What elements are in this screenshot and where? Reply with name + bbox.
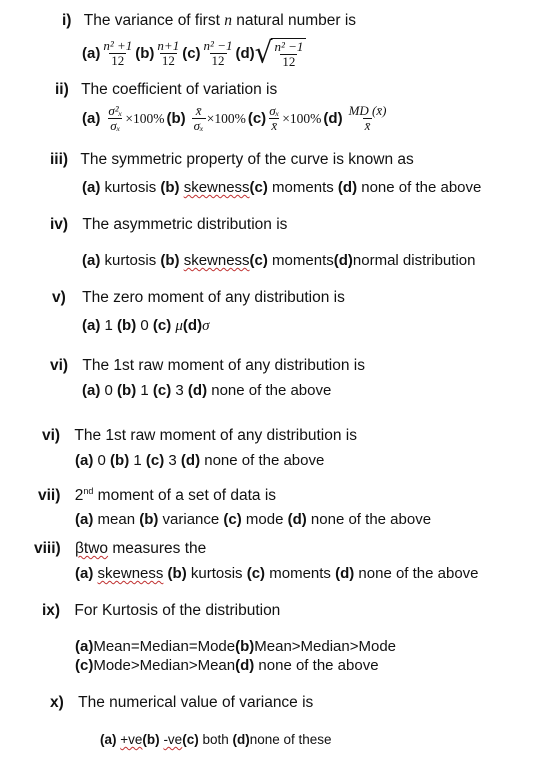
question-8-options: (a) mean (b) variance (c) mode (d) none of the above: [75, 511, 432, 528]
question-6-options: (a) 0 (b) 1 (c) 3 (d) none of the above: [82, 382, 332, 399]
question-text: The numerical value of variance is: [78, 694, 314, 711]
question-number: iii): [50, 151, 69, 168]
option-a-fraction: $\frac{\text{n² +1}}{12}$: [103, 38, 133, 68]
question-4: [50, 216, 287, 234]
question-number: ix): [42, 602, 61, 619]
question-text: For Kurtosis of the distribution: [74, 602, 281, 619]
question-text: The 1st raw moment of any distribution is: [82, 357, 365, 374]
question-number: vi): [50, 357, 69, 374]
option-d-fraction: $\frac{MD (x̄)}{x̄}$: [348, 103, 387, 133]
question-number: v): [52, 289, 66, 306]
question-4-options: (a) kurtosis (b) skewness(c) moments(d)normal distribution: [82, 252, 476, 269]
question-9-options: (a) skewness (b) kurtosis (c) moments (d) none of the above: [75, 565, 479, 582]
question-text: The symmetric property of the curve is known as: [80, 151, 414, 168]
question-8: [38, 486, 276, 505]
question-10: [42, 602, 280, 620]
question-number: ii): [55, 81, 69, 98]
question-10-options-line2: (c)Mode>Median>Mean(d) none of the above: [75, 657, 379, 674]
question-text: The asymmetric distribution is: [82, 216, 288, 233]
question-5-options: (a) 1 (b) 0 (c) μ(d)σ: [82, 317, 210, 334]
question-6: [50, 357, 365, 375]
question-text: βtwo measures the: [75, 540, 207, 557]
question-2: [55, 81, 277, 99]
option-d-sqrt: √ $\frac{\text{n² −1}}{12}$: [255, 38, 307, 69]
question-number: viii): [34, 540, 61, 557]
question-1: [62, 12, 356, 30]
option-a-label: (a): [82, 110, 101, 127]
question-9: [34, 540, 206, 558]
question-11: [50, 694, 313, 712]
option-b-fraction: $\frac{n+1}{12}$: [157, 38, 180, 68]
question-text: The coefficient of variation is: [81, 81, 278, 98]
question-5: [52, 289, 345, 307]
question-3-options: (a) kurtosis (b) skewness(c) moments (d) none of the above: [82, 179, 482, 196]
option-c-fraction: $\frac{\text{n² −1}}{12}$: [203, 38, 233, 68]
question-text: The 1st raw moment of any distribution is: [74, 427, 357, 444]
question-text: The variance of first n natural number is: [83, 12, 357, 29]
question-number: vi): [42, 427, 61, 444]
question-2-options: (a) $\frac{\text{σ²ₓ}}{\text{σₓ}}$ ×100% (b) $\frac{x̄}{\text{σₓ}}$ ×100% (c) $\frac{\text{σₓ}}{x̄}$ ×100% (d) $\frac{MD (x̄)}{x̄}$: [82, 103, 387, 133]
option-a-fraction: $\frac{\text{σ²ₓ}}{\text{σₓ}}$: [108, 103, 123, 133]
option-a-label: (a): [82, 45, 101, 62]
option-b-label: (b): [166, 110, 186, 127]
question-11-options: (a) +ve(b) -ve(c) both (d)none of these: [100, 732, 332, 747]
question-10-options-line1: (a)Mean=Median=Mode(b)Mean>Median>Mode: [75, 638, 397, 655]
question-text: 2nd moment of a set of data is: [74, 486, 277, 505]
question-number: iv): [50, 216, 69, 233]
question-7-options: (a) 0 (b) 1 (c) 3 (d) none of the above: [75, 452, 325, 469]
question-number: i): [62, 12, 72, 29]
option-d-label: (d): [235, 45, 255, 62]
option-b-label: (b): [135, 45, 155, 62]
question-1-options: [82, 35, 306, 70]
question-number: x): [50, 694, 64, 711]
question-7: [42, 427, 357, 445]
question-text: The zero moment of any distribution is: [82, 289, 345, 306]
option-c-label: (c): [182, 45, 201, 62]
option-c-fraction: $\frac{\text{σₓ}}{x̄}$: [269, 103, 280, 133]
option-c-label: (c): [247, 110, 267, 127]
option-d-label: (d): [323, 110, 343, 127]
question-3: [50, 151, 414, 169]
option-b-fraction: $\frac{x̄}{\text{σₓ}}$: [193, 103, 204, 133]
question-number: vii): [38, 487, 61, 505]
